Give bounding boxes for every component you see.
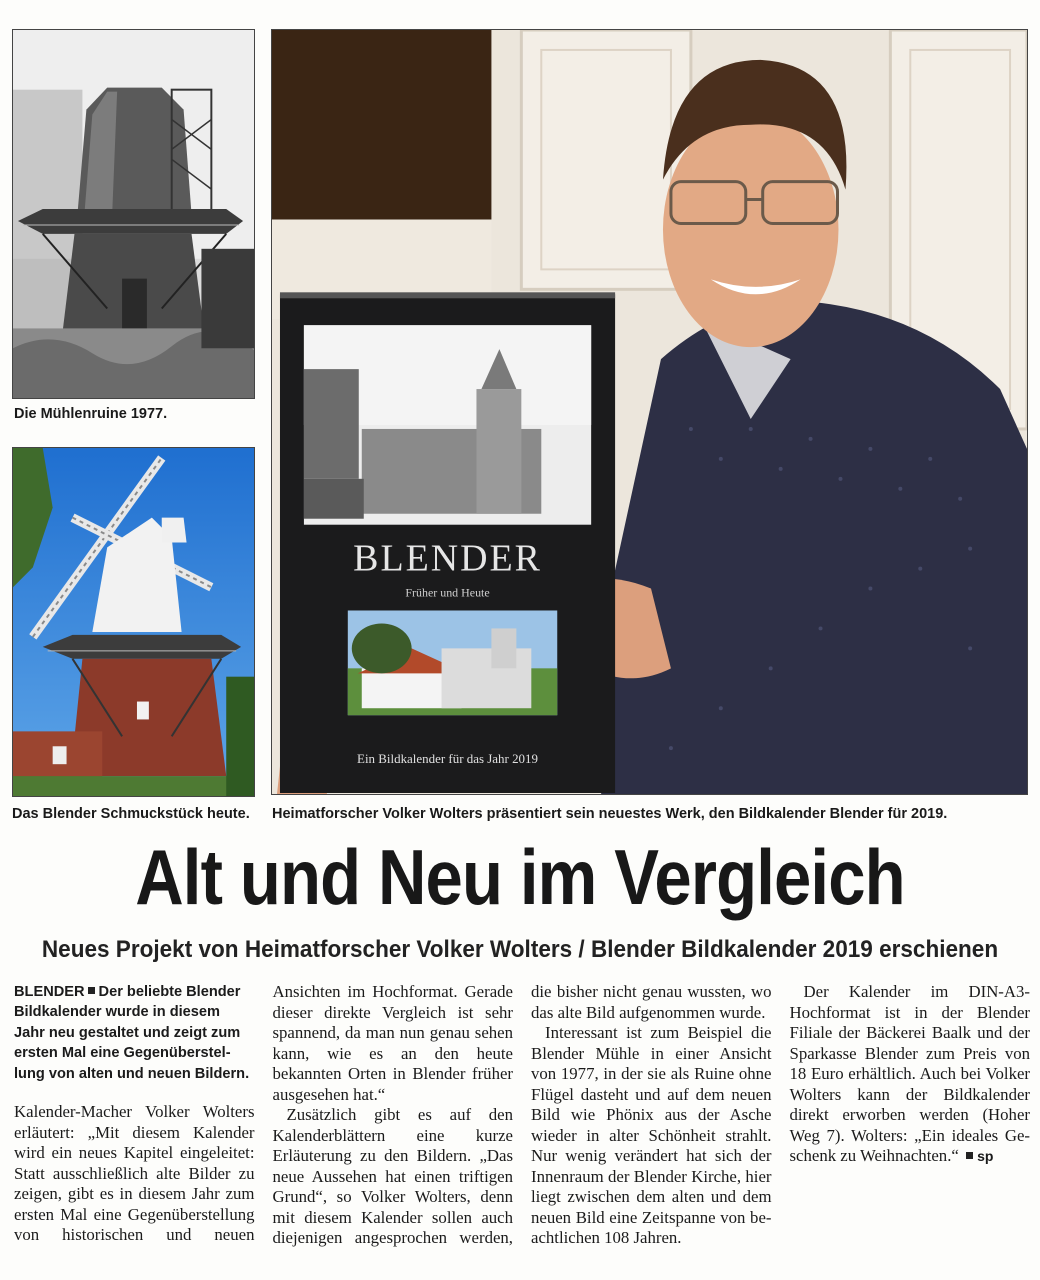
article-lead <box>14 982 255 1084</box>
author-signature: sp <box>977 1148 994 1164</box>
article-headline: Alt und Neu im Vergleich <box>135 833 905 921</box>
calendar-footer: Ein Bildkalender für das Jahr 2019 <box>357 751 539 767</box>
article-paragraph-2: Zusätzlich gibt es auf den Kalenderblättern eine kurze Erläuterung zu den Bildern. „Das neue Aussehen hat einen triftigen Grund“, so Volker Wolters, denn mit diesem Kalender sollen auch diejenigen angesprochen werden, die bisher nicht genau wussten, wo das alte Bild aufgenommen wurde. <box>272 982 772 1247</box>
article-dateline: BLENDER <box>14 984 85 1000</box>
article-body <box>14 982 1030 1262</box>
mill-ruin-photo <box>12 29 255 399</box>
calendar-title: BLENDER <box>353 537 542 580</box>
dateline-square-icon <box>88 987 95 994</box>
article-paragraph-3: Interessant ist zum Beispiel die Blender Mühle in einer Ansicht von 1977, in der sie als Ruine ohne Flügel dasteht und auf dem neuen Bild wie Phönix aus der Asche wieder in alter Schönheit strahlt. Nur wenig verändert hat sich der Innenraum der Blender Kirche, hier liegt zwischen dem alten und dem neuen Bild eine Zeitspanne von beachtlichen 108 Jahren. <box>531 1023 772 1247</box>
article-lead-text: Der beliebte Blender Bildkalender wurde in diesem Jahr neu gestaltet und zeigt zum ersten Mal eine Gegenüberstellung von alten und neuen Bildern. <box>14 984 250 1082</box>
article-subheadline: Neues Projekt von Heimatforscher Volker Wolters / Blender Bildkalender 2019 erschienen <box>41 936 999 963</box>
main-photo-caption: Heimatforscher Volker Wolters präsentiert sein neuestes Werk, den Bildkalender Blender für 2019. <box>272 806 948 822</box>
windmill-photo-caption: Das Blender Schmuckstück heute. <box>12 806 250 822</box>
main-photo <box>271 29 1028 795</box>
windmill-photo <box>12 447 255 797</box>
calendar-subtitle: Früher und Heute <box>405 585 490 600</box>
article-paragraph-1: Kalender-Macher Volker Wolters erläutert: „Mit diesem Kalender wird ein neues Kapitel eingeleitet: Statt ausschließlich alte Bilder zu zeigen, gibt es in diesem Jahr zum ersten Mal eine Gegenüberstellung von historischen und neuen Ansichten im Hochformat. Gerade dieser direkte Vergleich ist sehr spannend, da man nun genau sehen kann, wie es an den heute bekannten Orten in Blender früher ausgesehen hat.“ <box>14 982 513 1245</box>
ruin-photo-caption: Die Mühlenruine 1977. <box>14 406 168 422</box>
end-square-icon <box>966 1152 973 1159</box>
article-paragraph-4: Der Kalender im DIN-A3-Hochformat ist in der Blender Filiale der Bäckerei Baalk und der Sparkasse Blender zum Preis von 18 Euro erhältlich. Auch bei Volker Wolters kann der Bildkalender direkt erworben werden (Hoher Weg 7). Wolters: „Ein ideales Geschenk zu Weihnachten.“ <box>789 982 1030 1165</box>
